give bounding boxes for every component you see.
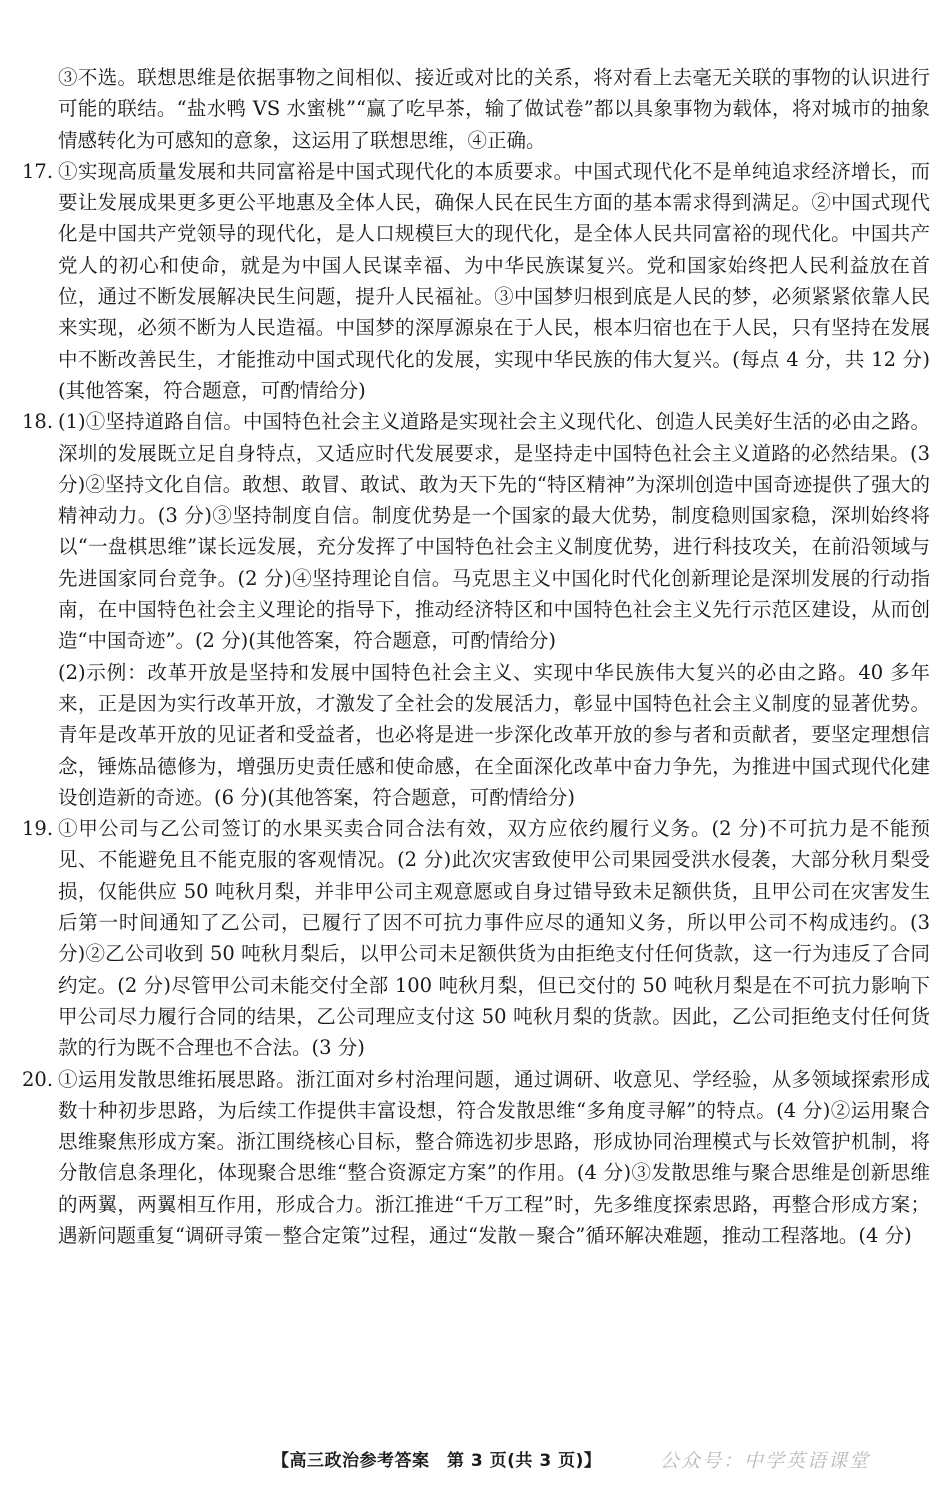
answer-text: ①实现高质量发展和共同富裕是中国式现代化的本质要求。中国式现代化不是单纯追求经济增长，而要让发展成果更多更公平地惠及全体人民，确保人民在民生方面的基本需求得到满足。②中国式现代化是中国共产党领导的现代化，是人口规模巨大的现代化，是全体人民共同富裕的现代化。中国共产党人的初心和使命，就是为中国人民谋幸福、为中华民族谋复兴。党和国家始终把人民利益放在首位，通过不断发展解决民生问题，提升人民福祉。③中国梦归根到底是人民的梦，必须紧紧依靠人民来实现，必须不断为人民造福。中国梦的深厚源泉在于人民，根本归宿也在于人民，只有坚持在发展中不断改善民生，才能推动中国式现代化的发展，实现中华民族的伟大复兴。(每点 4 分，共 12 分)(其他答案，符合题意，可酌情给分)	[58, 159, 930, 402]
page-footer	[0, 1446, 950, 1476]
answer-text: ①甲公司与乙公司签订的水果买卖合同合法有效，双方应依约履行义务。(2 分)不可抗力是不能预见、不能避免且不能克服的客观情况。(2 分)此次灾害致使甲公司果园受洪水侵袭，大部分秋月梨受损，仅能供应 50 吨秋月梨，并非甲公司主观意愿或自身过错导致未足额供货，且甲公司在灾害发生后第一时间通知了乙公司，已履行了因不可抗力事件应尽的通知义务，所以甲公司不构成违约。(3 分)②乙公司收到 50 吨秋月梨后，以甲公司未足额供货为由拒绝支付任何货款，这一行为违反了合同约定。(2 分)尽管甲公司未能交付全部 100 吨秋月梨，但已交付的 50 吨秋月梨是在不可抗力影响下甲公司尽力履行合同的结果，乙公司理应支付这 50 吨秋月梨的货款。因此，乙公司拒绝支付任何货款的行为既不合理也不合法。(3 分)	[58, 817, 930, 1060]
answer-item-18	[22, 406, 930, 656]
q16-continuation: ③不选。联想思维是依据事物之间相似、接近或对比的关系，将对看上去毫无关联的事物的认识进行可能的联结。“盐水鸭 VS 水蜜桃”“赢了吃早茶，输了做试卷”都以具象事物为载体，将对城市的抽象情感转化为可感知的意象，这运用了联想思维，④正确。	[58, 66, 930, 152]
answer-item-19	[22, 813, 930, 1063]
question-number: 17.	[22, 159, 54, 183]
answer-item-20	[22, 1064, 930, 1252]
answer-text: (1)①坚持道路自信。中国特色社会主义道路是实现社会主义现代化、创造人民美好生活的必由之路。深圳的发展既立足自身特点，又适应时代发展要求，是坚持走中国特色社会主义道路的必然结果。(3 分)②坚持文化自信。敢想、敢冒、敢试、敢为天下先的“特区精神”为深圳创造中国奇迹提供了强大的精神动力。(3 分)③坚持制度自信。制度优势是一个国家的最大优势，制度稳则国家稳，深圳始终将以“一盘棋思维”谋长远发展，充分发挥了中国特色社会主义制度优势，进行科技攻关，在前沿领域与先进国家同台竞争。(2 分)④坚持理论自信。马克思主义中国化时代化创新理论是深圳发展的行动指南，在中国特色社会主义理论的指导下，推动经济特区和中国特色社会主义先行示范区建设，从而创造“中国奇迹”。(2 分)(其他答案，符合题意，可酌情给分)	[58, 410, 930, 653]
answer-item-18-part-2: (2)示例：改革开放是坚持和发展中国特色社会主义、实现中华民族伟大复兴的必由之路。40 多年来，正是因为实行改革开放，才激发了全社会的发展活力，彰显中国特色社会主义制度的显著优势。青年是改革开放的见证者和受益者，也必将是进一步深化改革开放的参与者和贡献者，要坚定理想信念，锤炼品德修为，增强历史责任感和使命感，在全面深化改革中奋力争先，为推进中国式现代化建设创造新的奇迹。(6 分)(其他答案，符合题意，可酌情给分)	[58, 660, 930, 809]
watermark-text: 公众号：中学英语课堂	[660, 1450, 871, 1472]
answer-content	[22, 62, 930, 1251]
question-number: 19.	[22, 817, 54, 841]
footer-page-label: 【高三政治参考答案 第 3 页(共 3 页)】	[272, 1451, 602, 1471]
question-number: 18.	[22, 410, 54, 434]
answer-item-17	[22, 156, 930, 406]
answer-text: ①运用发散思维拓展思路。浙江面对乡村治理问题，通过调研、收意见、学经验，从多领域探索形成数十种初步思路，为后续工作提供丰富设想，符合发散思维“多角度寻解”的特点。(4 分)②运用聚合思维聚焦形成方案。浙江围绕核心目标，整合筛选初步思路，形成协同治理模式与长效管护机制，将分散信息条理化，体现聚合思维“整合资源定方案”的作用。(4 分)③发散思维与聚合思维是创新思维的两翼，两翼相互作用，形成合力。浙江推进“千万工程”时，先多维度探索思路，再整合形成方案；遇新问题重复“调研寻策－整合定策”过程，通过“发散－聚合”循环解决难题，推动工程落地。(4 分)	[58, 1067, 930, 1247]
question-number: 20.	[22, 1067, 54, 1091]
